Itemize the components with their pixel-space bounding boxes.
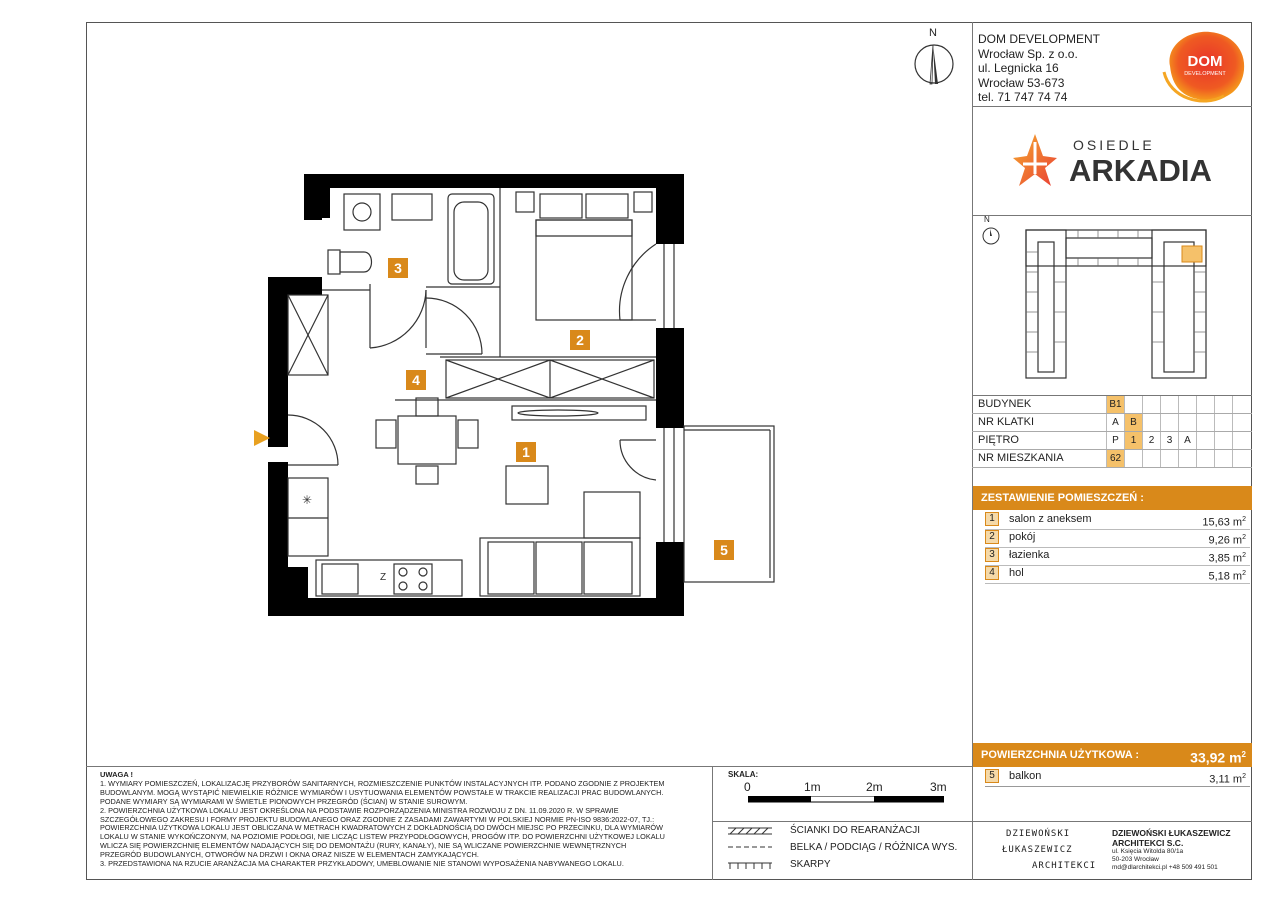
company-name: DOM DEVELOPMENT [978,32,1101,46]
footer-divider [972,821,1252,822]
architect-logo-line1: DZIEWOŃSKI [1006,829,1071,839]
architect-logo-line3: ARCHITEKCI [1032,861,1097,871]
architect-logo-line2: ŁUKASZEWICZ [1002,845,1073,855]
compass-icon [914,40,954,90]
company-line1: Wrocław Sp. z o.o. [978,46,1078,61]
klatka-cell [1142,414,1160,431]
balcony-area: 3,11 $m^2$ [1209,773,1246,786]
budynek-cell [1160,396,1178,413]
note-line: PRZEGRÓD BUDOWLANYCH, OTWORÓW NA DRZWI I OKNA ORAZ NISZE W ELEMENTACH ZAMYKAJĄCYCH. [100,850,479,860]
dom-development-logo [1162,28,1248,104]
pietro-cell: A [1178,432,1196,449]
room-area: 15,63 $m^2$ [1202,516,1246,529]
osiedle-arkadia-logo [1005,128,1225,198]
room-label: 1 [522,444,530,460]
logo-text: DOM [1187,53,1223,70]
budynek-cell [1214,396,1232,413]
architect-info [1112,829,1231,872]
room-name: hol [1009,567,1024,579]
row-rule [985,786,1250,787]
architect-name2: ARCHITEKCI S.C. [1112,837,1184,848]
room-number: 4 [985,566,999,580]
legend-symbols [726,825,774,873]
scale-tick: 0 [744,780,751,794]
architect-addr1: ul. Księcia Witolda 80/1a [1112,848,1184,855]
room-number: 1 [985,512,999,526]
note-line: LOKALU W STANIE WYKOŃCZONYM, NA POZIOMIE PODŁOGI, NIE LICZĄC LISTEW PRZYPODŁOGOWYCH, PROGÓW ITP. DO POWIERZCHNI UŻYTKOWEJ LOKALU [100,832,665,842]
scale-label: SKALA: [728,770,759,779]
mieszkanie-cell [1196,450,1214,467]
note-line: WLICZA SIĘ POWIERZCHNIĘ ELEMENTÓW NADAJĄCYCH SIĘ DO DEMONTAŻU (RURY, KANAŁY), NIE SĄ WLICZANE POWIERZCHNIE WEWNĘTRZNYCH [100,841,627,851]
klatka-label: NR KLATKI [978,416,1035,428]
kitchen-mark: Z [380,572,387,583]
pietro-cell: 1 [1124,432,1142,449]
notes-lines [100,780,705,869]
room-number: 2 [985,530,999,544]
project-prefix: OSIEDLE [1073,137,1155,153]
mieszkanie-cell [1214,450,1232,467]
company-line2: ul. Legnicka 16 [978,61,1059,75]
footer-divider [712,766,713,880]
company-line3: Wrocław 53-673 [978,75,1065,90]
note-line: BUDOWLANYM. MOGĄ WYSTĄPIĆ NIEWIELKIE RÓŻNICE WYMIARÓW I USYTUOWANIA ELEMENTÓW POWSTAŁE W TRAKCIE REALIZACJI PRAC BUDOWLANYCH. [100,787,664,797]
room-area: 3,85 $m^2$ [1208,552,1246,565]
room-row [985,547,1250,564]
klatka-cell [1214,414,1232,431]
room-label: 4 [412,372,420,388]
total-area-label: POWIERZCHNIA UŻYTKOWA : [981,749,1140,761]
klatka-cell [1232,414,1250,431]
mini-compass-icon [981,226,1001,246]
room-row [985,529,1250,546]
mieszkanie-cell [1232,450,1250,467]
scale-bar [748,796,944,804]
budynek-cell [1178,396,1196,413]
scale-tick: 3m [930,780,947,794]
apartment-highlight [1182,246,1202,262]
budynek-cell: B1 [1106,396,1124,413]
note-line: SZCZEGÓŁOWEGO ZAKRESU I FORMY PROJEKTU BUDOWLANEGO ORAZ ZGODNIE Z ZASADAMI ZAWARTYMI W POLSKIEJ NORMIE PN-ISO 9836:2022-07, TJ.: [100,814,655,824]
footer-divider [712,821,972,822]
legend-slopes: SKARPY [790,859,831,870]
klatka-cell: B [1124,414,1142,431]
architect-addr2: 50-203 Wrocław [1112,856,1159,863]
mini-compass-label: N [984,215,990,224]
room-area: 9,26 $m^2$ [1208,534,1246,547]
note-line: 2. POWIERZCHNIA UŻYTKOWA LOKALU JEST OKREŚLONA NA PODSTAWIE ROZPORZĄDZENIA MINISTRA ROZWOJU Z DN. 11.09.2020 R. W SPRAWIE [100,805,619,815]
room-row [985,511,1250,528]
fridge-icon: ✳ [302,493,313,507]
panel-divider [972,106,1252,107]
pietro-label: PIĘTRO [978,434,1019,446]
room-area: 5,18 $m^2$ [1208,570,1246,583]
logo-subtext: DEVELOPMENT [1184,71,1226,77]
pietro-cell [1214,432,1232,449]
legend-rearrangement: ŚCIANKI DO REARANŻACJI [790,825,921,836]
project-name: ARKADIA [1069,153,1212,188]
architect-logo [1002,826,1102,874]
pietro-cell: P [1106,432,1124,449]
room-label: 5 [720,542,728,558]
architect-name1: DZIEWOŃSKI ŁUKASZEWICZ [1112,828,1231,838]
klatka-cell [1196,414,1214,431]
notes [100,771,705,869]
pietro-cell [1196,432,1214,449]
mieszkanie-cell [1178,450,1196,467]
note-line: POWIERZCHNIA UŻYTKOWA LOKALU JEST OBLICZANA W METRACH KWADRATOWYCH Z DOKŁADNOŚCIĄ DO DWÓCH MIEJSC PO PRZECINKU, DLA WYMIARÓW [100,823,663,833]
mieszkanie-cell [1160,450,1178,467]
company-info [978,32,1100,105]
budynek-label: BUDYNEK [978,398,1032,410]
scale-tick: 2m [866,780,883,794]
note-line: PODANE WYMIARY SĄ WYMIARAMI W ŚWIETLE PIONOWYCH PRZEGRÓD (ŚCIAN) W STANIE SUROWYM. [100,796,468,806]
scale-tick: 1m [804,780,821,794]
total-area-value: 33,92 $m^2$ [1190,749,1246,766]
total-area-bar [973,743,1252,767]
mieszkanie-cell [1142,450,1160,467]
room-label: 2 [576,332,584,348]
floor-plan [240,22,800,642]
balcony-number: 5 [985,769,999,783]
mieszkanie-cell [1124,450,1142,467]
balcony-name: balkon [1009,770,1042,782]
room-label: 3 [394,260,402,276]
row-rule [985,583,1250,584]
mieszkanie-label: NR MIESZKANIA [978,452,1064,464]
pietro-cell: 3 [1160,432,1178,449]
klatka-cell: A [1106,414,1124,431]
room-name: łazienka [1009,549,1050,561]
budynek-cell [1196,396,1214,413]
legend-beam: BELKA / PODCIĄG / RÓŻNICA WYS. [790,842,958,853]
budynek-cell [1142,396,1160,413]
architect-contact: md@dlarchitekci.pl +48 509 491 501 [1112,864,1218,871]
balcony-row [985,768,1250,785]
room-name: pokój [1009,531,1036,543]
company-phone: tel. 71 747 74 74 [978,90,1068,104]
room-name: salon z aneksem [1009,513,1092,525]
klatka-cell [1160,414,1178,431]
note-line: 1. WYMIARY POMIESZCZEŃ, LOKALIZACJĘ PRZYBORÓW SANITARNYCH, ROZMIESZCZENIE PUNKTÓW INSTALACYJNYCH ITP. PODANO ZGODNIE Z PROJEKTEM [100,778,665,788]
building-key-plan [1018,222,1214,382]
notes-title: UWAGA ! [100,770,134,779]
compass-label: N [929,27,937,39]
klatka-cell [1178,414,1196,431]
pietro-cell: 2 [1142,432,1160,449]
mieszkanie-cell: 62 [1106,450,1124,467]
panel-divider [972,215,1252,216]
rooms-header: ZESTAWIENIE POMIESZCZEŃ : [973,486,1252,510]
room-number: 3 [985,548,999,562]
entrance-marker-icon [254,430,270,446]
pietro-cell [1232,432,1250,449]
table-rule [972,467,1252,468]
budynek-cell [1124,396,1142,413]
note-line: 3. PRZEDSTAWIONA NA RZUCIE ARANŻACJA MA CHARAKTER PRZYKŁADOWY, UMEBLOWANIE NIE STANOWI WYPOSAŻENIA NABYWANEGO LOKALU. [100,859,624,869]
room-row [985,565,1250,582]
budynek-cell [1232,396,1250,413]
